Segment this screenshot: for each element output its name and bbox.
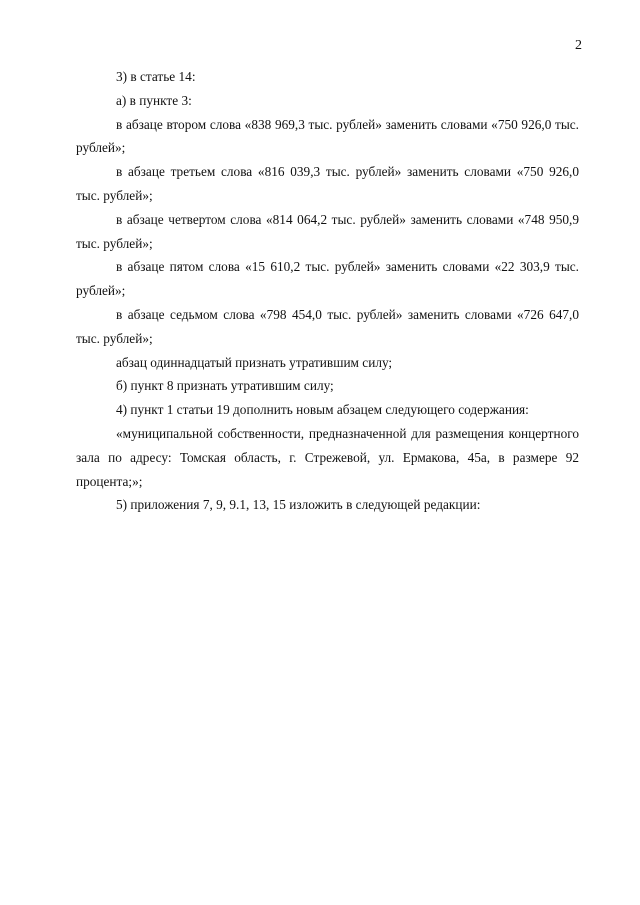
paragraph-eleventh-abzac: абзац одиннадцатый признать утратившим силу; bbox=[116, 354, 393, 370]
paragraph-appendices: 5) приложения 7, 9, 9.1, 13, 15 изложить в следующей редакции: bbox=[116, 497, 481, 513]
page-number: 2 bbox=[575, 38, 582, 53]
paragraph-new-abzac-text: «муниципальной собственности, предназначенной для размещения концертного зала по адресу: Томская область, г. Стрежевой, ул. Ермакова, 45а, в размере 92 процента;»; bbox=[76, 425, 579, 489]
paragraph-fifth-abzac: в абзаце пятом слова «15 610,2 тыс. рублей» заменить словами «22 303,9 тыс. рублей»; bbox=[76, 259, 579, 299]
paragraph-point-3: а) в пункте 3: bbox=[116, 92, 192, 108]
paragraph-seventh-abzac: в абзаце седьмом слова «798 454,0 тыс. рублей» заменить словами «726 647,0 тыс. рублей»; bbox=[76, 306, 579, 346]
paragraph-article-19: 4) пункт 1 статьи 19 дополнить новым абзацем следующего содержания: bbox=[116, 402, 529, 418]
paragraph-third-abzac: в абзаце третьем слова «816 039,3 тыс. рублей» заменить словами «750 926,0 тыс. рублей»; bbox=[76, 164, 579, 203]
paragraph-point-8: б) пункт 8 признать утратившим силу; bbox=[116, 378, 334, 394]
paragraph-article-14: 3) в статье 14: bbox=[116, 69, 196, 84]
paragraph-second-abzac: в абзаце втором слова «838 969,3 тыс. рублей» заменить словами «750 926,0 тыс. рублей»; bbox=[76, 116, 579, 156]
paragraph-fourth-abzac: в абзаце четвертом слова «814 064,2 тыс. рублей» заменить словами «748 950,9 тыс. рублей»; bbox=[76, 211, 579, 251]
document-body bbox=[76, 65, 579, 517]
